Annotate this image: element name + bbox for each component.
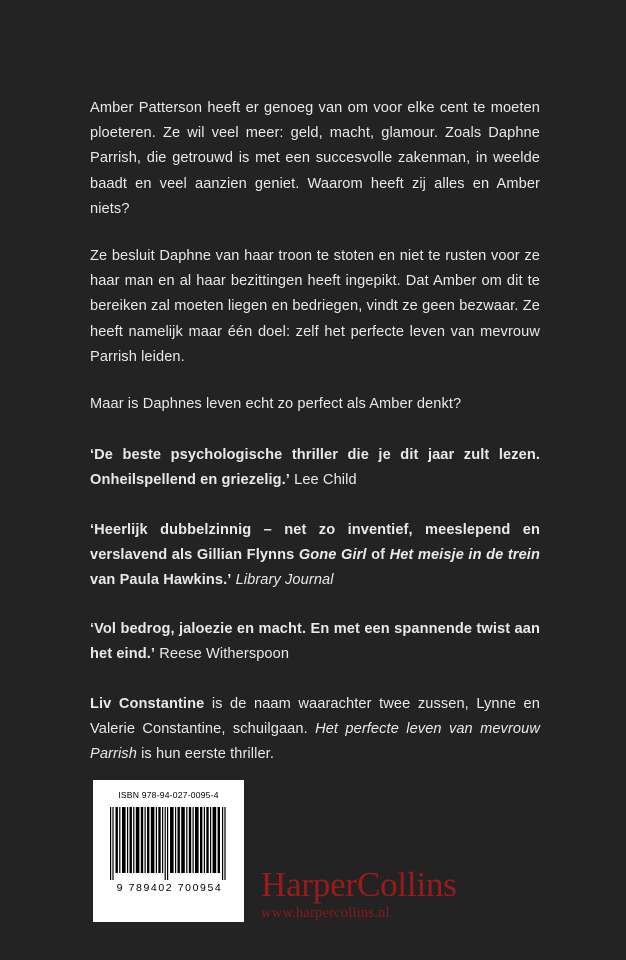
review-quote-1-source: Lee Child (289, 472, 357, 489)
review-quote-2-book-title-2: Het meisje in de trein (389, 546, 540, 563)
author-bio (90, 692, 540, 768)
cover-text-column (90, 96, 540, 767)
blurb-paragraph-3: Maar is Daphnes leven echt zo perfect als Amber denkt? (90, 396, 462, 413)
review-quote-2-part-3: van Paula Hawkins.’ (90, 572, 232, 589)
review-quote-2-source: Library Journal (231, 572, 334, 589)
author-name: Liv Constantine (90, 695, 205, 712)
publisher-logo (261, 866, 541, 922)
author-bio-text-1: is de naam waarachter twee zussen, Lynne en Valerie Constantine, schuilgaan. (90, 695, 540, 737)
barcode-block (93, 780, 244, 922)
publisher-url: www.harpercollins.nl (261, 905, 390, 921)
review-quote-3-text: ‘Vol bedrog, jaloezie en macht. En met een spannende twist aan het eind.’ (90, 621, 540, 663)
review-quote-2-part-1: ‘Heerlijk dubbelzinnig – net zo inventief, meeslepend en verslavend als Gillian Flynns (90, 521, 540, 563)
review-quote-1-text: ‘De beste psychologische thriller die je dit jaar zult lezen. Onheilspellend en griezelig.’ (90, 447, 540, 489)
author-bio-book-title: Het perfecte leven van mevrouw Parrish (90, 720, 540, 763)
author-bio-text-2: is hun eerste thriller. (136, 746, 274, 763)
review-quote-2-part-2: of (366, 546, 390, 563)
blurb-paragraph-2: Ze besluit Daphne van haar troon te stoten en niet te rusten voor ze haar man en al haar bezittingen heeft ingepikt. Dat Amber om dit te bereiken zal moeten liegen en bedriegen, vindt ze geen bezwaar. Ze heeft namelijk maar één doel: zelf het perfecte leven van mevrouw Parrish leiden. (90, 248, 540, 365)
isbn-label: ISBN 978-94-027-0095-4 (118, 790, 219, 800)
blurb-paragraph-1: Amber Patterson heeft er genoeg van om voor elke cent te moeten ploeteren. Ze wil veel meer: geld, macht, glamour. Zoals Daphne Parrish, die getrouwd is met een succesvolle zakenman, in weelde baadt en veel aanzien geniet. Waarom heeft zij alles en Amber niets? (90, 100, 540, 217)
review-quote-2-book-title-1: Gone Girl (298, 546, 367, 563)
review-quote-2 (90, 518, 540, 594)
review-quote-3-source: Reese Witherspoon (155, 646, 290, 663)
review-quote-1 (90, 443, 540, 493)
ean-digits: 9 789402 700954 (116, 882, 223, 894)
review-quote-3 (90, 617, 540, 667)
barcode-image (110, 807, 227, 880)
publisher-name: HarperCollins (261, 865, 457, 904)
